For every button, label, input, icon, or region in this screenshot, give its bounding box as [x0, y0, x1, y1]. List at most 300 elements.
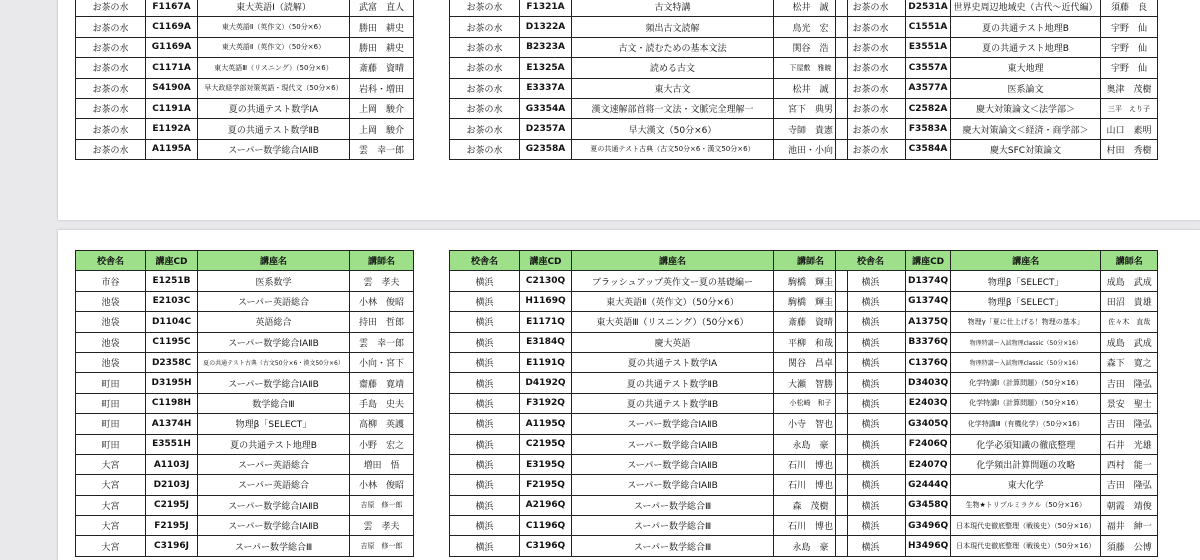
instructor-cell: 小林 俊昭 [350, 291, 414, 311]
course-code-header: 講座CD [146, 251, 198, 271]
campus-cell: お茶の水 [450, 78, 520, 98]
campus-cell: 横浜 [450, 536, 520, 556]
course-code-cell: A1195Q [520, 414, 572, 434]
campus-cell: 横浜 [450, 291, 520, 311]
instructor-cell: 雲 孝夫 [350, 271, 414, 291]
table-row [76, 475, 414, 495]
course-name-cell: スーパー英語総合 [198, 475, 350, 495]
course-code-cell: B2323A [520, 37, 572, 57]
course-name-cell: 夏の共通テスト古典（古文50分×6・漢文50分×6） [572, 139, 774, 159]
campus-cell: 町田 [76, 393, 146, 413]
table-row [450, 78, 848, 98]
course-name-cell: スーパー数学総合ⅠAⅡB [198, 332, 350, 352]
instructor-cell: 西村 能一 [1101, 454, 1158, 474]
course-name-cell: 早大漢文（50分×6） [572, 119, 774, 139]
campus-cell: お茶の水 [450, 119, 520, 139]
campus-cell: 横浜 [450, 454, 520, 474]
course-code-cell: C1198H [146, 393, 198, 413]
table-row [450, 393, 848, 413]
course-name-cell: 日本現代史徹底整理（戦後史）（50分×16） [951, 516, 1101, 536]
course-code-cell: D2358C [146, 352, 198, 372]
instructor-cell: 石川 博也 [774, 475, 848, 495]
course-name-cell: スーパー数学総合Ⅲ [198, 536, 350, 556]
campus-cell: お茶の水 [450, 17, 520, 37]
instructor-cell: 池田・小向 [774, 139, 848, 159]
table-row [450, 312, 848, 332]
instructor-cell: 小向・宮下 [350, 352, 414, 372]
course-name-cell: 夏の共通テスト地理B [198, 434, 350, 454]
table-row [836, 414, 1158, 434]
course-name-cell: 数学総合Ⅲ [198, 393, 350, 413]
campus-cell: 横浜 [836, 434, 906, 454]
campus-cell: お茶の水 [76, 0, 146, 17]
table-row [836, 332, 1158, 352]
instructor-cell: 宇野 仙 [1101, 17, 1158, 37]
table-row [76, 312, 414, 332]
course-code-cell: H1169Q [520, 291, 572, 311]
course-name-cell: 古文特講 [572, 0, 774, 17]
course-name-cell: 物理特講ー入試物理classic（50分×16） [951, 332, 1101, 352]
course-code-cell: D2103J [146, 475, 198, 495]
instructor-cell: 齋藤 寛靖 [350, 373, 414, 393]
table-row [76, 516, 414, 536]
campus-cell: お茶の水 [836, 0, 906, 17]
instructor-cell: 吉原 修一郎 [350, 495, 414, 515]
campus-cell: 横浜 [450, 352, 520, 372]
course-code-cell: C3584A [906, 139, 951, 159]
campus-cell: お茶の水 [836, 98, 906, 118]
campus-cell: 大宮 [76, 536, 146, 556]
campus-cell: お茶の水 [76, 78, 146, 98]
campus-header: 校舎名 [836, 251, 906, 271]
table-row [836, 119, 1158, 139]
campus-cell: お茶の水 [76, 119, 146, 139]
course-table-top-2 [449, 0, 848, 160]
table-row [76, 373, 414, 393]
course-name-cell: スーパー数学総合Ⅲ [572, 536, 774, 556]
course-name-header: 講座名 [198, 251, 350, 271]
campus-cell: お茶の水 [836, 78, 906, 98]
course-name-cell: 東大英語Ⅱ（英作文）（50分×6） [572, 291, 774, 311]
table-row [76, 78, 414, 98]
course-name-cell: スーパー数学総合Ⅲ [572, 495, 774, 515]
table-header-row [450, 251, 848, 271]
table-row [450, 516, 848, 536]
instructor-cell: 関谷 浩 [774, 37, 848, 57]
table-row [836, 291, 1158, 311]
instructor-cell: 勝田 耕史 [350, 17, 414, 37]
campus-cell: 横浜 [836, 495, 906, 515]
course-code-cell: G2444Q [906, 475, 951, 495]
course-code-cell: E2407Q [906, 454, 951, 474]
schedule-sheet-top [58, 0, 1200, 220]
instructor-cell: 鳥光 宏 [774, 17, 848, 37]
course-name-header: 講座名 [951, 251, 1101, 271]
course-name-cell: 夏の共通テスト古典（古文50分×6・漢文50分×6） [198, 352, 350, 372]
course-name-cell: スーパー数学総合ⅠAⅡB [572, 434, 774, 454]
table-row [76, 58, 414, 78]
campus-cell: お茶の水 [450, 0, 520, 17]
course-code-cell: D3195H [146, 373, 198, 393]
table-row [76, 37, 414, 57]
course-name-cell: 夏の共通テスト数学ⅠA [198, 98, 350, 118]
campus-cell: 横浜 [836, 352, 906, 372]
course-code-cell: G3354A [520, 98, 572, 118]
table-row [76, 271, 414, 291]
course-code-header: 講座CD [520, 251, 572, 271]
course-name-cell: 東大化学 [951, 475, 1101, 495]
table-row [450, 434, 848, 454]
course-name-cell: スーパー数学総合ⅠAⅡB [572, 414, 774, 434]
course-name-cell: 東大英語Ⅲ（リスニング）（50分×6） [572, 312, 774, 332]
course-name-cell: 早大政経学部対策英語・現代文（50分×6） [198, 78, 350, 98]
campus-cell: 横浜 [450, 312, 520, 332]
course-name-cell: 夏の共通テスト数学ⅡB [198, 119, 350, 139]
course-code-cell: F1167A [146, 0, 198, 17]
course-table-top-3 [835, 0, 1158, 160]
course-code-cell: C1171A [146, 58, 198, 78]
campus-cell: 横浜 [450, 434, 520, 454]
instructor-cell: 永島 豪 [774, 434, 848, 454]
instructor-cell: 雲 幸一郎 [350, 139, 414, 159]
campus-cell: お茶の水 [450, 37, 520, 57]
course-code-cell: C1169A [146, 17, 198, 37]
instructor-cell: 成島 武成 [1101, 271, 1158, 291]
course-code-cell: G1374Q [906, 291, 951, 311]
course-name-cell: 英語総合 [198, 312, 350, 332]
instructor-cell: 吉田 隆弘 [1101, 475, 1158, 495]
course-name-cell: 頻出古文読解 [572, 17, 774, 37]
instructor-cell: 石井 光雄 [1101, 434, 1158, 454]
table-row [450, 495, 848, 515]
course-name-cell: 慶大対策論文＜経済・商学部＞ [951, 119, 1101, 139]
course-code-cell: S4190A [146, 78, 198, 98]
campus-cell: 横浜 [836, 373, 906, 393]
course-code-cell: D2531A [906, 0, 951, 17]
table-row [76, 495, 414, 515]
instructor-cell: 武富 直人 [350, 0, 414, 17]
course-name-cell: 夏の共通テスト数学ⅡB [572, 393, 774, 413]
instructor-cell: 手島 史夫 [350, 393, 414, 413]
course-code-cell: A3577A [906, 78, 951, 98]
course-code-cell: C2195Q [520, 434, 572, 454]
instructor-cell: 雲 幸一郎 [350, 332, 414, 352]
course-name-cell: 物理特講ー入試物理classic（50分×16） [951, 352, 1101, 372]
instructor-cell: 寺師 貴憲 [774, 119, 848, 139]
table-row [76, 0, 414, 17]
instructor-cell: 斎藤 資晴 [774, 312, 848, 332]
course-name-cell: 漢文速解部首将一文法・文脈完全理解一 [572, 98, 774, 118]
table-row [836, 536, 1158, 556]
campus-cell: 大宮 [76, 454, 146, 474]
course-table-bottom-3 [835, 250, 1158, 557]
course-name-cell: 化学特講Ⅲ（有機化学）（50分×16） [951, 414, 1101, 434]
course-name-cell: 東大英語Ⅲ（リスニング）（50分×6） [198, 58, 350, 78]
table-row [450, 454, 848, 474]
course-code-cell: A1374H [146, 414, 198, 434]
instructor-cell: 吉原 修一郎 [350, 536, 414, 556]
course-code-cell: D1374Q [906, 271, 951, 291]
course-name-cell: 医系論文 [951, 78, 1101, 98]
course-name-cell: 東大地理 [951, 58, 1101, 78]
campus-cell: 横浜 [836, 454, 906, 474]
table-row [76, 352, 414, 372]
campus-cell: 池袋 [76, 352, 146, 372]
table-row [836, 516, 1158, 536]
schedule-sheet-bottom [58, 230, 1200, 560]
campus-cell: お茶の水 [836, 37, 906, 57]
instructor-cell: 持田 哲郎 [350, 312, 414, 332]
campus-cell: お茶の水 [450, 139, 520, 159]
course-name-cell: 物理β「SELECT」 [951, 271, 1101, 291]
course-code-cell: D1104C [146, 312, 198, 332]
course-code-cell: C2582A [906, 98, 951, 118]
campus-cell: 横浜 [836, 291, 906, 311]
course-code-cell: E1191Q [520, 352, 572, 372]
course-code-cell: G1169A [146, 37, 198, 57]
course-code-cell: D2357A [520, 119, 572, 139]
campus-cell: 横浜 [836, 516, 906, 536]
table-row [836, 434, 1158, 454]
campus-cell: 横浜 [450, 373, 520, 393]
course-code-cell: C1376Q [906, 352, 951, 372]
campus-cell: お茶の水 [76, 58, 146, 78]
table-row [76, 291, 414, 311]
instructor-cell: 朝霞 靖俊 [1101, 495, 1158, 515]
instructor-cell: 小林 俊昭 [350, 475, 414, 495]
campus-cell: お茶の水 [836, 119, 906, 139]
course-name-cell: 日本現代史徹底整理（戦後史）（50分×16） [951, 536, 1101, 556]
campus-cell: 横浜 [450, 332, 520, 352]
course-code-cell: G3405Q [906, 414, 951, 434]
course-name-header: 講座名 [572, 251, 774, 271]
course-name-cell: スーパー英語総合 [198, 454, 350, 474]
instructor-cell: 下屋敷 雅暁 [774, 58, 848, 78]
instructor-cell: 宇野 仙 [1101, 37, 1158, 57]
campus-cell: 町田 [76, 434, 146, 454]
course-code-cell: C3557A [906, 58, 951, 78]
campus-cell: 横浜 [836, 271, 906, 291]
instructor-cell: 景安 聖士 [1101, 393, 1158, 413]
instructor-cell: 駒橋 輝圭 [774, 271, 848, 291]
table-row [450, 0, 848, 17]
campus-cell: お茶の水 [76, 37, 146, 57]
campus-cell: 横浜 [836, 414, 906, 434]
course-code-cell: F3192Q [520, 393, 572, 413]
course-name-cell: スーパー数学総合ⅠAⅡB [198, 139, 350, 159]
campus-cell: お茶の水 [836, 58, 906, 78]
campus-cell: 市谷 [76, 271, 146, 291]
table-row [836, 0, 1158, 17]
instructor-cell: 須藤 公博 [1101, 536, 1158, 556]
table-row [836, 352, 1158, 372]
table-row [450, 37, 848, 57]
table-row [450, 291, 848, 311]
course-name-cell: 慶大SFC対策論文 [951, 139, 1101, 159]
instructor-header: 講師名 [1101, 251, 1158, 271]
campus-cell: 町田 [76, 414, 146, 434]
instructor-cell: 村田 秀樹 [1101, 139, 1158, 159]
campus-cell: 横浜 [836, 393, 906, 413]
instructor-cell: 平柳 和哉 [774, 332, 848, 352]
course-code-cell: F3583A [906, 119, 951, 139]
course-code-cell: E2403Q [906, 393, 951, 413]
instructor-cell: 田沼 貴雄 [1101, 291, 1158, 311]
course-name-cell: 慶大対策論文＜法学部＞ [951, 98, 1101, 118]
course-name-cell: 古文・読むための基本文法 [572, 37, 774, 57]
course-code-cell: E1192A [146, 119, 198, 139]
instructor-cell: 上岡 駿介 [350, 119, 414, 139]
course-name-cell: スーパー数学総合ⅠAⅡB [198, 495, 350, 515]
course-code-cell: E3551A [906, 37, 951, 57]
course-code-cell: C1196Q [520, 516, 572, 536]
table-row [76, 332, 414, 352]
course-code-cell: E3195Q [520, 454, 572, 474]
table-row [836, 78, 1158, 98]
course-name-cell: スーパー数学総合ⅠAⅡB [198, 516, 350, 536]
course-code-cell: F2195J [146, 516, 198, 536]
campus-cell: お茶の水 [836, 139, 906, 159]
table-row [836, 393, 1158, 413]
course-code-cell: A1195A [146, 139, 198, 159]
course-code-cell: G3458Q [906, 495, 951, 515]
instructor-cell: 吉田 隆弘 [1101, 373, 1158, 393]
table-row [76, 17, 414, 37]
table-row [836, 98, 1158, 118]
table-row [450, 271, 848, 291]
instructor-cell: 永島 豪 [774, 536, 848, 556]
course-code-cell: D3403Q [906, 373, 951, 393]
course-name-cell: 医系数学 [198, 271, 350, 291]
table-row [450, 373, 848, 393]
instructor-cell: 松井 誠 [774, 78, 848, 98]
table-row [450, 475, 848, 495]
instructor-cell: 宮下 典男 [774, 98, 848, 118]
campus-cell: お茶の水 [450, 98, 520, 118]
table-row [450, 332, 848, 352]
table-row [450, 414, 848, 434]
instructor-cell: 小寺 智也 [774, 414, 848, 434]
instructor-cell: 須藤 良 [1101, 0, 1158, 17]
campus-cell: お茶の水 [76, 98, 146, 118]
course-table-top-1 [75, 0, 414, 160]
table-row [76, 119, 414, 139]
table-row [450, 139, 848, 159]
table-row [836, 17, 1158, 37]
course-code-cell: C2195J [146, 495, 198, 515]
instructor-cell: 増田 悟 [350, 454, 414, 474]
table-row [450, 58, 848, 78]
course-code-cell: C1191A [146, 98, 198, 118]
course-code-cell: E1171Q [520, 312, 572, 332]
course-code-cell: F2406Q [906, 434, 951, 454]
instructor-cell: 岩科・増田 [350, 78, 414, 98]
course-code-cell: C2130Q [520, 271, 572, 291]
campus-cell: お茶の水 [76, 17, 146, 37]
campus-cell: お茶の水 [836, 17, 906, 37]
course-name-cell: スーパー数学総合ⅠAⅡB [198, 373, 350, 393]
course-name-cell: 化学特講Ⅰ（計算問題）（50分×16） [951, 373, 1101, 393]
table-row [836, 454, 1158, 474]
course-code-cell: E1251B [146, 271, 198, 291]
course-table-bottom-2 [449, 250, 848, 557]
course-name-cell: 東大英語Ⅱ（英作文）（50分×6） [198, 17, 350, 37]
instructor-cell: 小松崎 和子 [774, 393, 848, 413]
instructor-cell: 成島 武成 [1101, 332, 1158, 352]
campus-cell: 町田 [76, 373, 146, 393]
course-code-cell: H3496Q [906, 536, 951, 556]
course-code-cell: E1325A [520, 58, 572, 78]
instructor-cell: 勝田 耕史 [350, 37, 414, 57]
course-name-cell: スーパー数学総合ⅠAⅡB [572, 475, 774, 495]
campus-cell: 池袋 [76, 312, 146, 332]
course-code-cell: E3337A [520, 78, 572, 98]
campus-cell: お茶の水 [76, 139, 146, 159]
course-name-cell: 慶大英語 [572, 332, 774, 352]
campus-cell: 横浜 [450, 516, 520, 536]
campus-cell: 横浜 [450, 271, 520, 291]
instructor-cell: 石川 博也 [774, 516, 848, 536]
instructor-cell: 上岡 駿介 [350, 98, 414, 118]
table-row [836, 58, 1158, 78]
course-code-cell: F2195Q [520, 475, 572, 495]
instructor-cell: 関谷 昌卓 [774, 352, 848, 372]
campus-cell: 大宮 [76, 516, 146, 536]
course-name-cell: 夏の共通テスト数学ⅡB [572, 373, 774, 393]
table-row [76, 139, 414, 159]
table-row [76, 536, 414, 556]
course-code-cell: C3196J [146, 536, 198, 556]
course-code-cell: C1551A [906, 17, 951, 37]
instructor-header: 講師名 [774, 251, 848, 271]
instructor-cell: 石川 博也 [774, 454, 848, 474]
instructor-cell: 吉田 隆弘 [1101, 414, 1158, 434]
course-name-cell: 夏の共通テスト数学ⅠA [572, 352, 774, 372]
course-name-cell: 東大古文 [572, 78, 774, 98]
course-name-cell: 化学必須知識の徹底整理 [951, 434, 1101, 454]
instructor-header: 講師名 [350, 251, 414, 271]
instructor-cell: 大瀬 智勝 [774, 373, 848, 393]
campus-cell: 横浜 [836, 475, 906, 495]
course-table-bottom-1 [75, 250, 414, 557]
campus-cell: 大宮 [76, 475, 146, 495]
course-code-cell: E3184Q [520, 332, 572, 352]
campus-cell: 池袋 [76, 291, 146, 311]
course-name-cell: 東大英語Ⅱ（英作文）（50分×6） [198, 37, 350, 57]
campus-cell: 池袋 [76, 332, 146, 352]
table-row [450, 536, 848, 556]
campus-cell: 横浜 [450, 475, 520, 495]
instructor-cell: 山口 素明 [1101, 119, 1158, 139]
course-code-cell: G3496Q [906, 516, 951, 536]
course-name-cell: 化学頻出計算問題の攻略 [951, 454, 1101, 474]
campus-cell: 大宮 [76, 495, 146, 515]
course-code-cell: D4192Q [520, 373, 572, 393]
course-name-cell: スーパー数学総合ⅠAⅡB [572, 454, 774, 474]
campus-header: 校舎名 [450, 251, 520, 271]
course-name-cell: スーパー数学総合Ⅲ [572, 516, 774, 536]
course-code-cell: B3376Q [906, 332, 951, 352]
course-name-cell: 物理γ「夏に仕上げる！物理の基本」 [951, 312, 1101, 332]
course-name-cell: 夏の共通テスト地理B [951, 17, 1101, 37]
instructor-cell: 宇野 仙 [1101, 58, 1158, 78]
table-row [450, 119, 848, 139]
course-code-cell: A1103J [146, 454, 198, 474]
course-code-cell: E3551H [146, 434, 198, 454]
campus-cell: 横浜 [450, 495, 520, 515]
course-name-cell: 物理β「SELECT」 [198, 414, 350, 434]
table-row [836, 37, 1158, 57]
